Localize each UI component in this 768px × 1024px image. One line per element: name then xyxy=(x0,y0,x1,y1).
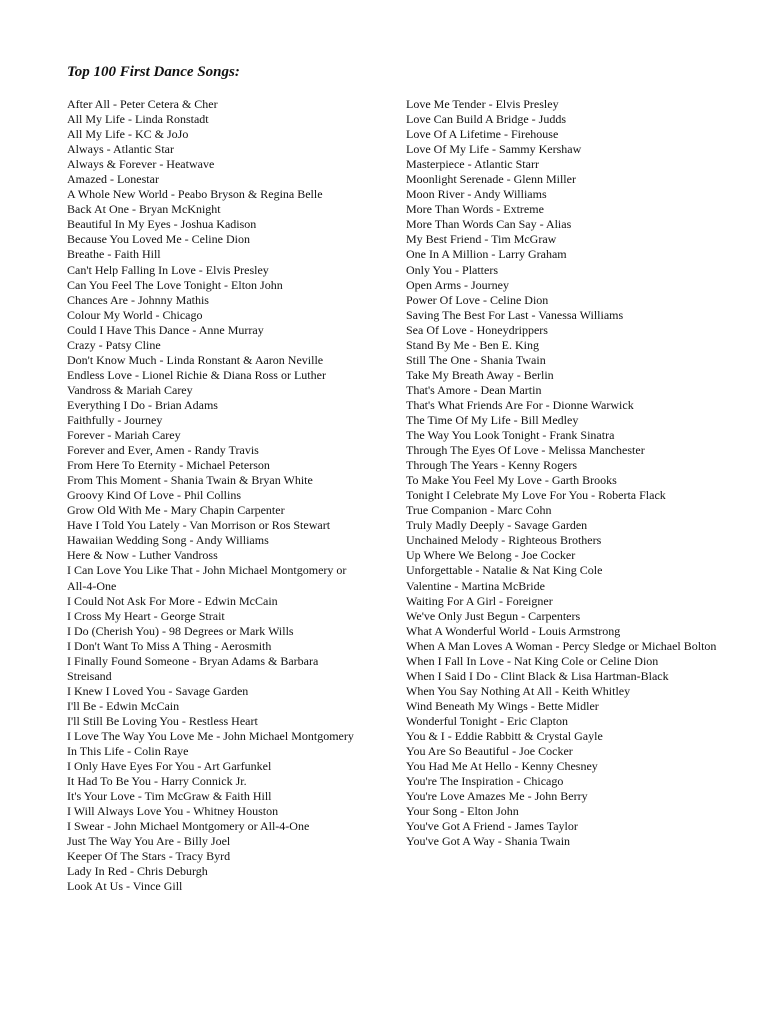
song-entry: When You Say Nothing At All - Keith Whitley xyxy=(406,683,631,698)
song-entry: Can You Feel The Love Tonight - Elton John xyxy=(67,277,283,292)
song-entry: Crazy - Patsy Cline xyxy=(67,337,161,352)
document-title: Top 100 First Dance Songs: xyxy=(67,64,240,80)
song-entry: It Had To Be You - Harry Connick Jr. xyxy=(67,774,247,789)
song-entry: I Can Love You Like That - John Michael Montgomery or All-4-One xyxy=(67,563,347,593)
song-entry: Because You Loved Me - Celine Dion xyxy=(67,232,250,247)
song-entry: More Than Words Can Say - Alias xyxy=(406,217,572,232)
song-entry: Waiting For A Girl - Foreigner xyxy=(406,593,553,608)
song-entry: Truly Madly Deeply - Savage Garden xyxy=(406,518,588,533)
song-entry: All My Life - KC & JoJo xyxy=(67,127,189,142)
song-entry: Love Of A Lifetime - Firehouse xyxy=(406,127,559,142)
song-entry: Chances Are - Johnny Mathis xyxy=(67,292,209,307)
song-entry: The Time Of My Life - Bill Medley xyxy=(406,412,579,427)
song-entry: Always - Atlantic Star xyxy=(67,142,174,157)
song-entry: We've Only Just Begun - Carpenters xyxy=(406,608,581,623)
song-entry: Love Of My Life - Sammy Kershaw xyxy=(406,142,582,157)
song-entry: Can't Help Falling In Love - Elvis Presley xyxy=(67,262,269,277)
song-entry: Breathe - Faith Hill xyxy=(67,247,161,262)
song-entry: Here & Now - Luther Vandross xyxy=(67,548,218,563)
song-entry: I Will Always Love You - Whitney Houston xyxy=(67,804,279,819)
song-entry: You Are So Beautiful - Joe Cocker xyxy=(406,744,573,759)
song-entry: Wonderful Tonight - Eric Clapton xyxy=(406,713,568,728)
song-entry: When A Man Loves A Woman - Percy Sledge or Michael Bolton xyxy=(406,638,717,653)
song-entry: Open Arms - Journey xyxy=(406,277,509,292)
song-entry: Power Of Love - Celine Dion xyxy=(406,292,549,307)
song-entry: Love Me Tender - Elvis Presley xyxy=(406,97,559,111)
song-entry: I Knew I Loved You - Savage Garden xyxy=(67,683,249,698)
song-entry: I Finally Found Someone - Bryan Adams & Barbara Streisand xyxy=(67,653,319,683)
song-entry: In This Life - Colin Raye xyxy=(67,744,189,759)
song-entry: Valentine - Martina McBride xyxy=(406,578,545,593)
song-entry: Everything I Do - Brian Adams xyxy=(67,397,218,412)
song-entry: From This Moment - Shania Twain & Bryan White xyxy=(67,473,313,488)
song-entry: Up Where We Belong - Joe Cocker xyxy=(406,548,576,563)
song-entry: Unchained Melody - Righteous Brothers xyxy=(406,533,602,548)
song-entry: Unforgettable - Natalie & Nat King Cole xyxy=(406,563,603,578)
song-entry: Just The Way You Are - Billy Joel xyxy=(67,834,231,849)
song-entry: Could I Have This Dance - Anne Murray xyxy=(67,322,264,337)
song-entry: Forever and Ever, Amen - Randy Travis xyxy=(67,443,259,458)
song-entry: Don't Know Much - Linda Ronstant & Aaron Neville xyxy=(67,352,324,367)
song-entry: True Companion - Marc Cohn xyxy=(406,503,552,518)
song-entry: That's Amore - Dean Martin xyxy=(406,382,542,397)
song-entry: I'll Still Be Loving You - Restless Heart xyxy=(67,713,258,728)
song-entry: Have I Told You Lately - Van Morrison or Ros Stewart xyxy=(67,518,331,533)
song-entry: Moon River - Andy Williams xyxy=(406,187,547,202)
song-entry: You're Love Amazes Me - John Berry xyxy=(406,789,588,804)
song-entry: Groovy Kind Of Love - Phil Collins xyxy=(67,488,241,503)
song-entry: Always & Forever - Heatwave xyxy=(67,157,215,172)
song-entry: Sea Of Love - Honeydrippers xyxy=(406,322,548,337)
song-entry: I Don't Want To Miss A Thing - Aerosmith xyxy=(67,638,272,653)
song-entry: That's What Friends Are For - Dionne Warwick xyxy=(406,397,634,412)
song-entry: Tonight I Celebrate My Love For You - Roberta Flack xyxy=(406,488,666,503)
song-entry: What A Wonderful World - Louis Armstrong xyxy=(406,623,621,638)
song-entry: To Make You Feel My Love - Garth Brooks xyxy=(406,473,617,488)
song-entry: Beautiful In My Eyes - Joshua Kadison xyxy=(67,217,257,232)
song-entry: I Could Not Ask For More - Edwin McCain xyxy=(67,593,278,608)
song-entry: Back At One - Bryan McKnight xyxy=(67,202,221,217)
song-entry: More Than Words - Extreme xyxy=(406,202,544,217)
song-entry: Take My Breath Away - Berlin xyxy=(406,367,554,382)
song-entry: The Way You Look Tonight - Frank Sinatra xyxy=(406,428,615,443)
song-entry: You're The Inspiration - Chicago xyxy=(406,774,564,789)
song-entry: All My Life - Linda Ronstadt xyxy=(67,112,209,127)
song-entry: Moonlight Serenade - Glenn Miller xyxy=(406,172,576,187)
song-entry: From Here To Eternity - Michael Peterson xyxy=(67,458,270,473)
song-entry: Faithfully - Journey xyxy=(67,412,163,427)
song-entry: Saving The Best For Last - Vanessa Williams xyxy=(406,307,624,322)
song-entry: Endless Love - Lionel Richie & Diana Ross or Luther Vandross & Mariah Carey xyxy=(67,367,326,397)
song-entry: Hawaiian Wedding Song - Andy Williams xyxy=(67,533,269,548)
song-entry: You've Got A Friend - James Taylor xyxy=(406,819,578,834)
song-entry: Through The Eyes Of Love - Melissa Manchester xyxy=(406,443,645,458)
song-entry: Stand By Me - Ben E. King xyxy=(406,337,539,352)
song-entry: You & I - Eddie Rabbitt & Crystal Gayle xyxy=(406,728,603,743)
song-entry: When I Fall In Love - Nat King Cole or Celine Dion xyxy=(406,653,659,668)
song-entry: Look At Us - Vince Gill xyxy=(67,879,183,894)
song-entry: Your Song - Elton John xyxy=(406,804,519,819)
song-entry: It's Your Love - Tim McGraw & Faith Hill xyxy=(67,789,272,804)
song-entry: Only You - Platters xyxy=(406,262,499,277)
song-entry: I Cross My Heart - George Strait xyxy=(67,608,225,623)
song-entry: Forever - Mariah Carey xyxy=(67,428,181,443)
song-entry: You Had Me At Hello - Kenny Chesney xyxy=(406,759,598,774)
song-entry: Love Can Build A Bridge - Judds xyxy=(406,112,566,127)
song-entry: After All - Peter Cetera & Cher xyxy=(67,97,218,111)
song-entry: Keeper Of The Stars - Tracy Byrd xyxy=(67,849,231,864)
song-entry: When I Said I Do - Clint Black & Lisa Hartman-Black xyxy=(406,668,669,683)
song-entry: I Do (Cherish You) - 98 Degrees or Mark Wills xyxy=(67,623,294,638)
song-entry: I Only Have Eyes For You - Art Garfunkel xyxy=(67,759,272,774)
song-entry: Through The Years - Kenny Rogers xyxy=(406,458,578,473)
song-list-left-column xyxy=(67,97,359,894)
song-entry: I Love The Way You Love Me - John Michael Montgomery xyxy=(67,728,354,743)
song-entry: Grow Old With Me - Mary Chapin Carpenter xyxy=(67,503,285,518)
song-entry: Amazed - Lonestar xyxy=(67,172,159,187)
song-entry: A Whole New World - Peabo Bryson & Regina Belle xyxy=(67,187,323,202)
song-entry: I'll Be - Edwin McCain xyxy=(67,698,180,713)
song-entry: I Swear - John Michael Montgomery or All-4-One xyxy=(67,819,310,834)
song-entry: Colour My World - Chicago xyxy=(67,307,203,322)
song-entry: You've Got A Way - Shania Twain xyxy=(406,834,571,849)
song-entry: Lady In Red - Chris Deburgh xyxy=(67,864,208,879)
song-entry: Masterpiece - Atlantic Starr xyxy=(406,157,539,172)
song-list-right-column xyxy=(406,97,726,849)
song-entry: Still The One - Shania Twain xyxy=(406,352,546,367)
song-entry: One In A Million - Larry Graham xyxy=(406,247,567,262)
song-entry: My Best Friend - Tim McGraw xyxy=(406,232,557,247)
song-entry: Wind Beneath My Wings - Bette Midler xyxy=(406,698,599,713)
